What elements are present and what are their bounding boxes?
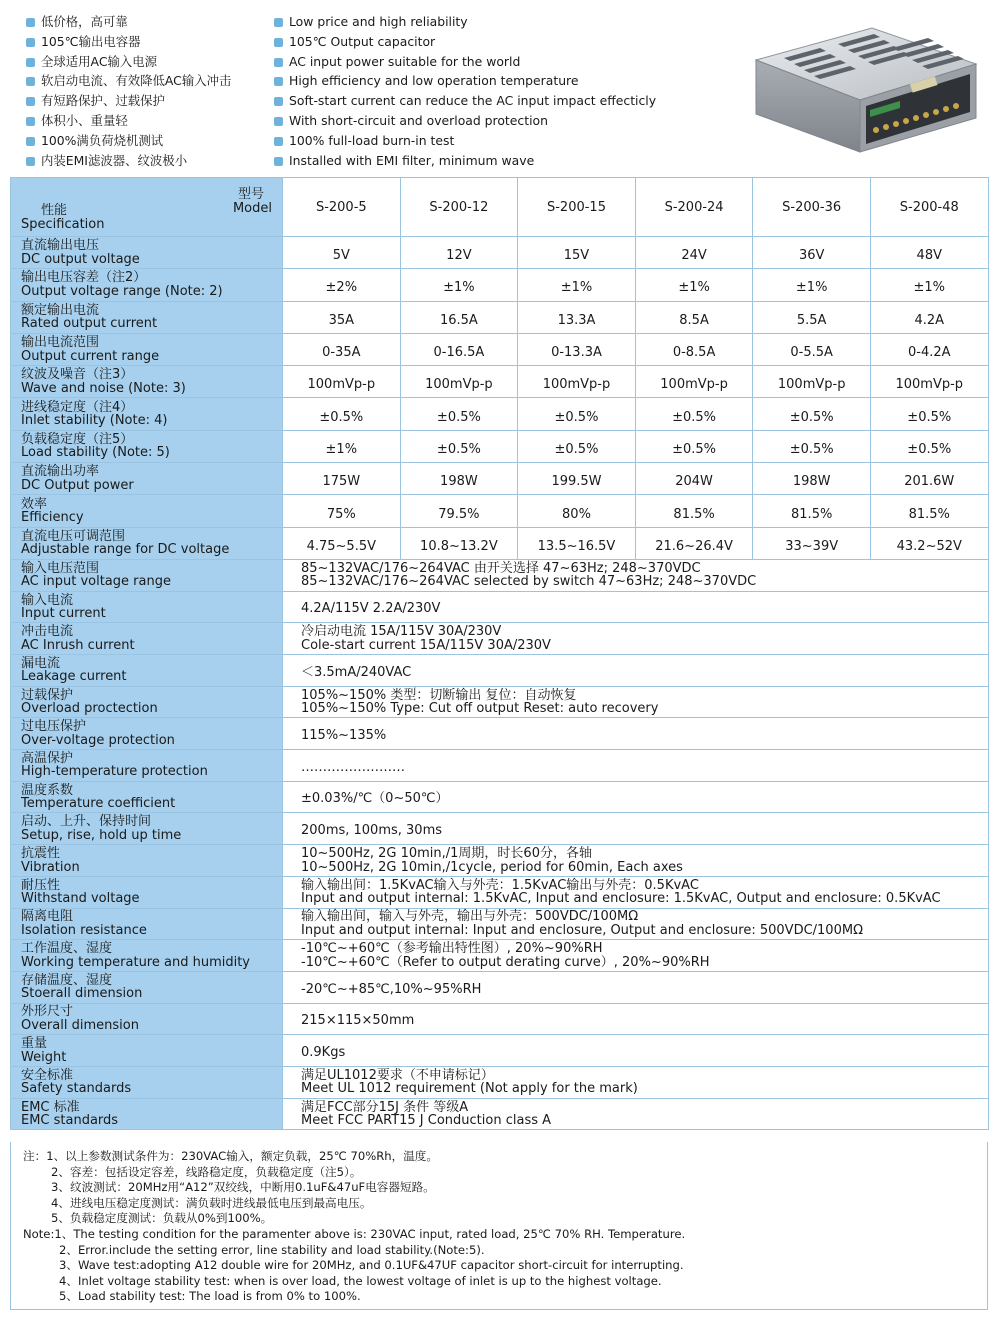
table-row (11, 718, 989, 750)
param-label: 额定输出电流 Rated output current (11, 301, 283, 333)
value-line: Meet UL 1012 requirement (Not apply for the mark) (301, 1081, 638, 1097)
table-row (11, 398, 989, 430)
note-line: 2、容差：包括设定容差，线路稳定度，负载稳定度（注5）。 (51, 1164, 362, 1179)
shared-value-cell (283, 655, 989, 687)
param-label: 安全标准 Safety standards (11, 1066, 283, 1098)
value-cell: 33~39V (753, 527, 871, 559)
note-line: Note:1、The testing condition for the paramenter above is: 230VAC input, rated load, 25℃ 70% RH. Temperature. (23, 1227, 686, 1241)
table-row (11, 269, 989, 301)
shared-value-cell (283, 813, 989, 845)
note-line: 5、Load stability test: The load is from 0% to 100%. (59, 1289, 361, 1304)
value-cell: 0-16.5A (400, 333, 518, 365)
value-line: -10℃~+60℃（Refer to output derating curve）, 20%~90%RH (301, 954, 710, 970)
table-row (11, 430, 989, 462)
shared-value-cell (283, 1003, 989, 1035)
param-label: 耐压性 Withstand voltage (11, 876, 283, 908)
param-label: 漏电流 Leakage current (11, 655, 283, 687)
value-line: Meet FCC PART15 J Conduction class A (301, 1113, 552, 1128)
value-cell: ±0.5% (283, 398, 401, 430)
param-label: 输入电流 Input current (11, 591, 283, 623)
feature-item: 100%满负荷烧机测试 (26, 131, 266, 151)
value-line: …………………… (301, 759, 405, 775)
value-cell: 10.8~13.2V (400, 527, 518, 559)
table-row (11, 813, 989, 845)
value-cell: ±2% (283, 269, 401, 301)
param-label: 效率 Efficiency (11, 495, 283, 527)
value-line: 85~132VAC/176~264VAC selected by switch 47~63Hz; 248~370VDC (301, 574, 757, 590)
table-row (11, 971, 989, 1003)
value-cell: 81.5% (753, 495, 871, 527)
bullet-icon (274, 157, 283, 166)
value-cell: 43.2~52V (870, 527, 988, 559)
table-corner-header (11, 178, 283, 237)
value-cell: 175W (283, 463, 401, 495)
table-row (11, 940, 989, 972)
shared-value-cell (283, 940, 989, 972)
value-cell: 21.6~26.4V (635, 527, 753, 559)
feature-item: Low price and high reliability (274, 12, 714, 32)
value-line: 输入输出间：1.5KvAC输入与外壳：1.5KvAC输出与外壳：0.5KvAC (301, 877, 699, 893)
value-cell: ±0.5% (635, 430, 753, 462)
value-cell: 13.3A (518, 301, 636, 333)
value-cell: 0-35A (283, 333, 401, 365)
shared-value-cell (283, 718, 989, 750)
table-row (11, 781, 989, 813)
param-label: 重量 Weight (11, 1035, 283, 1067)
param-label: 纹波及噪音（注3） Wave and noise (Note: 3) (11, 366, 283, 398)
shared-rows (11, 559, 989, 1129)
table-row (11, 1003, 989, 1035)
model-column-header: S-200-15 (518, 178, 636, 237)
param-label: 输出电流范围 Output current range (11, 333, 283, 365)
value-cell: 5.5A (753, 301, 871, 333)
value-cell: 80% (518, 495, 636, 527)
bullet-icon (26, 97, 35, 106)
shared-value-cell (283, 1098, 989, 1130)
feature-item: 软启动电流、有效降低AC输入冲击 (26, 71, 266, 91)
note-line: 注：1、以上参数测试条件为：230VAC输入，额定负载，25℃ 70%Rh，温度。 (23, 1149, 438, 1163)
value-cell: ±0.5% (400, 430, 518, 462)
value-cell: 100mVp-p (518, 366, 636, 398)
value-line: 10~500Hz, 2G 10min,/1周期，时长60分，各轴 (301, 846, 592, 861)
table-row (11, 1035, 989, 1067)
bullet-icon (274, 117, 283, 126)
shared-value-cell (283, 845, 989, 877)
note-line: 3、纹波测试：20MHz用“A12”双绞线，中断用0.1uF&47uF电容器短路。 (51, 1180, 435, 1195)
feature-item: 有短路保护、过载保护 (26, 91, 266, 111)
param-label: 直流输出电压 DC output voltage (11, 237, 283, 269)
note-line: 5、负载稳定度测试：负载从0%到100%。 (51, 1211, 273, 1226)
value-cell: 0-4.2A (870, 333, 988, 365)
bullet-icon (26, 137, 35, 146)
value-cell: ±1% (283, 430, 401, 462)
table-row (11, 686, 989, 718)
feature-item: 低价格，高可靠 (26, 12, 266, 32)
feature-list-english (274, 12, 714, 170)
value-line: Input and output internal: 1.5KvAC, Input and enclosure: 1.5KvAC, Output and enclosure: 0.5KvAC (301, 891, 941, 907)
value-cell: ±0.5% (400, 398, 518, 430)
value-line: 满足FCC部分15J 条件 等级A (301, 1099, 469, 1115)
value-cell: 198W (753, 463, 871, 495)
value-cell: 12V (400, 237, 518, 269)
spec-header: 性能 Specification (21, 203, 105, 232)
table-row (11, 655, 989, 687)
feature-item: With short-circuit and overload protection (274, 111, 714, 131)
value-cell: 204W (635, 463, 753, 495)
param-label: 输入电压范围 AC input voltage range (11, 559, 283, 591)
param-label: 存储温度、湿度 Stoerall dimension (11, 971, 283, 1003)
feature-item: 体积小、重量轻 (26, 111, 266, 131)
value-line: ±0.03%/℃（0~50℃） (301, 791, 449, 807)
value-cell: 100mVp-p (635, 366, 753, 398)
param-label: 进线稳定度（注4） Inlet stability (Note: 4) (11, 398, 283, 430)
value-cell: 100mVp-p (870, 366, 988, 398)
value-cell: ±0.5% (753, 398, 871, 430)
value-line: 215×115×50mm (301, 1013, 415, 1029)
value-cell: 4.75~5.5V (283, 527, 401, 559)
bullet-icon (26, 157, 35, 166)
value-line: -20℃~+85℃,10%~95%RH (301, 981, 482, 997)
value-cell: ±0.5% (518, 430, 636, 462)
value-cell: 0-8.5A (635, 333, 753, 365)
table-row (11, 845, 989, 877)
value-cell: 8.5A (635, 301, 753, 333)
value-cell: 13.5~16.5V (518, 527, 636, 559)
bullet-icon (274, 18, 283, 27)
table-row (11, 495, 989, 527)
feature-item: 全球适用AC输入电源 (26, 52, 266, 72)
param-label: 直流电压可调范围 Adjustable range for DC voltage (11, 527, 283, 559)
bullet-icon (26, 18, 35, 27)
param-label: EMC 标准 EMC standards (11, 1098, 283, 1130)
table-row (11, 301, 989, 333)
table-row (11, 750, 989, 782)
param-label: 过电压保护 Over-voltage protection (11, 718, 283, 750)
note-line: 4、进线电压稳定度测试：满负载时进线最低电压到最高电压。 (51, 1195, 372, 1210)
value-cell: 75% (283, 495, 401, 527)
shared-value-cell (283, 1035, 989, 1067)
value-cell: 48V (870, 237, 988, 269)
shared-value-cell (283, 908, 989, 940)
model-column-header: S-200-5 (283, 178, 401, 237)
note-line: 4、Inlet voltage stability test: when is over load, the lowest voltage of inlet is up to the highest voltage. (59, 1273, 662, 1288)
param-label: 输出电压容差（注2） Output voltage range (Note: 2) (11, 269, 283, 301)
feature-item: Installed with EMI filter, minimum wave (274, 151, 714, 171)
param-label: 高温保护 High-temperature protection (11, 750, 283, 782)
value-line: 115%~135% (301, 728, 387, 743)
param-label: 负载稳定度（注5） Load stability (Note: 5) (11, 430, 283, 462)
shared-value-cell (283, 686, 989, 718)
value-cell: 16.5A (400, 301, 518, 333)
value-line: ＜3.5mA/240VAC (301, 664, 412, 680)
value-cell: ±1% (400, 269, 518, 301)
note-line: 3、Wave test:adopting A12 double wire for 20MHz, and 0.1UF&47UF capacitor short-circuit for interrupting. (59, 1258, 684, 1273)
table-row (11, 559, 989, 591)
value-line: 105%~150% 类型：切断输出 复位：自动恢复 (301, 687, 577, 703)
power-supply-product-image (750, 14, 978, 164)
feature-item: High efficiency and low operation temperature (274, 71, 714, 91)
value-cell: 100mVp-p (400, 366, 518, 398)
feature-item: Soft-start current can reduce the AC input impact effecticly (274, 91, 714, 111)
value-cell: 36V (753, 237, 871, 269)
value-line: 105%~150% Type: Cut off output Reset: auto recovery (301, 701, 659, 717)
shared-value-cell (283, 876, 989, 908)
feature-item: 105℃ Output capacitor (274, 32, 714, 52)
feature-item: 内装EMI滤波器、纹波极小 (26, 151, 266, 171)
table-row (11, 1098, 989, 1130)
param-label: 过载保护 Overload proctection (11, 686, 283, 718)
shared-value-cell (283, 781, 989, 813)
param-label: 工作温度、湿度 Working temperature and humidity (11, 940, 283, 972)
per-model-rows (11, 237, 989, 560)
table-row (11, 876, 989, 908)
bullet-icon (26, 38, 35, 47)
value-cell: 201.6W (870, 463, 988, 495)
value-cell: ±1% (518, 269, 636, 301)
value-line: 0.9Kgs (301, 1044, 346, 1060)
value-cell: 5V (283, 237, 401, 269)
value-cell: ±1% (870, 269, 988, 301)
feature-item: 100% full-load burn-in test (274, 131, 714, 151)
model-column-header: S-200-24 (635, 178, 753, 237)
value-line: 满足UL1012要求（不申请标记） (301, 1067, 494, 1083)
value-cell: 0-13.3A (518, 333, 636, 365)
feature-item: AC input power suitable for the world (274, 52, 714, 72)
model-header: 型号 Model (232, 187, 272, 216)
shared-value-cell (283, 1066, 989, 1098)
param-label: 直流输出功率 DC Output power (11, 463, 283, 495)
value-cell: 35A (283, 301, 401, 333)
value-cell: ±0.5% (635, 398, 753, 430)
bullet-icon (274, 97, 283, 106)
value-line: -10℃~+60℃（参考输出特性图）, 20%~90%RH (301, 941, 603, 957)
value-line: 输入输出间，输入与外壳，输出与外壳：500VDC/100MΩ (301, 909, 639, 925)
shared-value-cell (283, 623, 989, 655)
value-cell: 198W (400, 463, 518, 495)
bullet-icon (274, 58, 283, 67)
value-cell: ±1% (635, 269, 753, 301)
value-cell: 81.5% (635, 495, 753, 527)
value-cell: ±0.5% (518, 398, 636, 430)
table-row (11, 527, 989, 559)
value-cell: 81.5% (870, 495, 988, 527)
model-column-header: S-200-36 (753, 178, 871, 237)
value-cell: 100mVp-p (753, 366, 871, 398)
value-cell: 0-5.5A (753, 333, 871, 365)
param-label: 启动、上升、保持时间 Setup, rise, hold up time (11, 813, 283, 845)
value-cell: ±0.5% (753, 430, 871, 462)
table-row (11, 591, 989, 623)
model-column-header: S-200-48 (870, 178, 988, 237)
value-line: 200ms, 100ms, 30ms (301, 823, 443, 839)
value-cell: 24V (635, 237, 753, 269)
table-row (11, 237, 989, 269)
shared-value-cell (283, 750, 989, 782)
value-line: Input and output internal: Input and enclosure, Output and enclosure: 500VDC/100MΩ (301, 922, 864, 938)
notes-section (10, 1142, 988, 1310)
table-row (11, 1066, 989, 1098)
model-column-header: S-200-12 (400, 178, 518, 237)
value-cell: 4.2A (870, 301, 988, 333)
param-label: 温度系数 Temperature coefficient (11, 781, 283, 813)
param-label: 外形尺寸 Overall dimension (11, 1003, 283, 1035)
shared-value-cell (283, 591, 989, 623)
table-row (11, 623, 989, 655)
bullet-icon (274, 38, 283, 47)
value-cell: ±0.5% (870, 398, 988, 430)
shared-value-cell (283, 559, 989, 591)
value-line: 10~500Hz, 2G 10min,/1cycle, period for 60min, Each axes (301, 859, 683, 875)
param-label: 冲击电流 AC Inrush current (11, 623, 283, 655)
value-cell: 199.5W (518, 463, 636, 495)
bullet-icon (26, 77, 35, 86)
feature-item: 105℃输出电容器 (26, 32, 266, 52)
feature-list-chinese (26, 12, 266, 170)
bullet-icon (26, 117, 35, 126)
bullet-icon (274, 77, 283, 86)
table-row (11, 366, 989, 398)
value-cell: 79.5% (400, 495, 518, 527)
param-label: 隔离电阻 Isolation resistance (11, 908, 283, 940)
value-line: 85~132VAC/176~264VAC 由开关选择 47~63Hz; 248~370VDC (301, 560, 701, 576)
table-row (11, 908, 989, 940)
value-line: 4.2A/115V 2.2A/230V (301, 601, 441, 617)
feature-list (10, 10, 710, 175)
bullet-icon (274, 137, 283, 146)
shared-value-cell (283, 971, 989, 1003)
table-row (11, 333, 989, 365)
note-line: 2、Error.include the setting error, line stability and load stability.(Note:5). (59, 1242, 485, 1257)
param-label: 抗震性 Vibration (11, 845, 283, 877)
value-cell: ±1% (753, 269, 871, 301)
value-cell: 15V (518, 237, 636, 269)
table-row (11, 463, 989, 495)
specification-table (10, 177, 989, 1130)
value-cell: 100mVp-p (283, 366, 401, 398)
value-line: Cole-start current 15A/115V 30A/230V (301, 637, 551, 653)
bullet-icon (26, 58, 35, 67)
value-cell: ±0.5% (870, 430, 988, 462)
table-header-row (11, 178, 989, 237)
value-line: 冷启动电流 15A/115V 30A/230V (301, 624, 502, 640)
